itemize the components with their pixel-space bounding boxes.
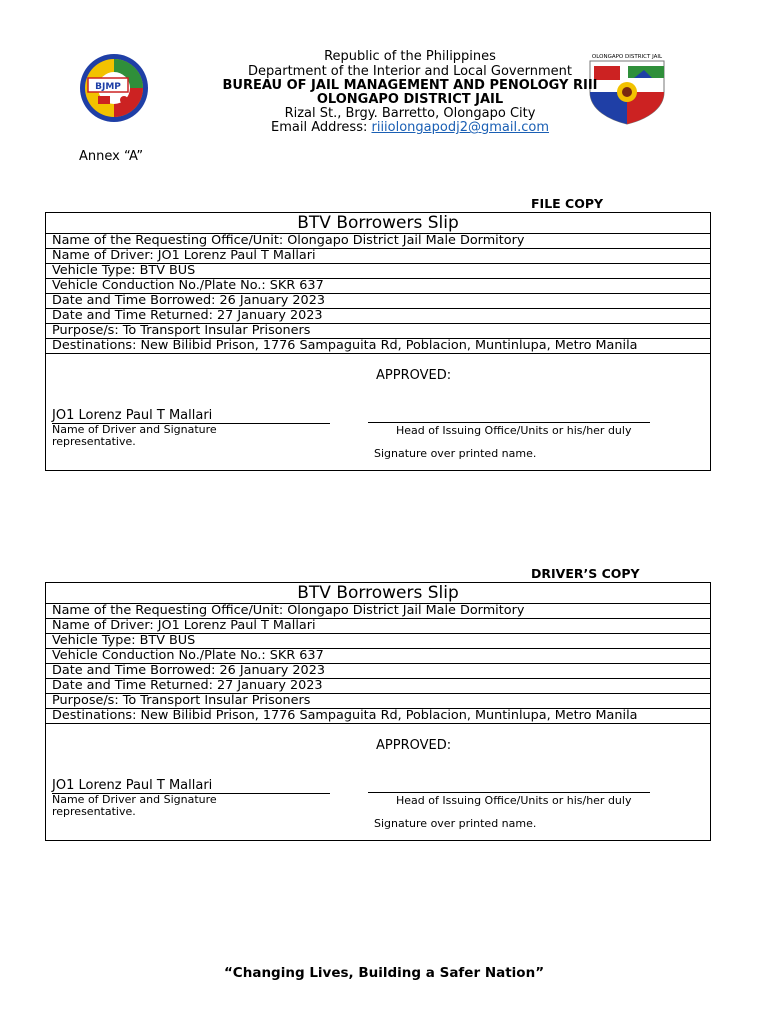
driver-signature-caption: Name of Driver and Signature representative.: [52, 793, 217, 818]
date-returned-row: Date and Time Returned: 27 January 2023: [46, 309, 710, 324]
header-department: Department of the Interior and Local Government: [248, 64, 572, 79]
file-copy-label: FILE COPY: [531, 196, 604, 211]
crest-lettering: OLONGAPO DISTRICT JAIL: [591, 54, 663, 60]
header-bureau: BUREAU OF JAIL MANAGEMENT AND PENOLOGY RIII: [222, 78, 598, 93]
vehicle-type-row: Vehicle Type: BTV BUS: [46, 634, 710, 649]
annex-label: Annex “A”: [79, 149, 144, 164]
driver-signature-name: JO1 Lorenz Paul T Mallari: [52, 779, 330, 794]
bjmp-seal-logo: [68, 52, 160, 124]
destinations-row: Destinations: New Bilibid Prison, 1776 Sampaguita Rd, Poblacion, Muntinlupa, Metro Manila: [46, 339, 710, 354]
borrowers-slip-drivers-copy: [45, 582, 711, 841]
header-republic: Republic of the Philippines: [324, 49, 496, 64]
header-address: Rizal St., Brgy. Barretto, Olongapo City: [284, 106, 536, 121]
requesting-office-row: Name of the Requesting Office/Unit: Olongapo District Jail Male Dormitory: [46, 604, 710, 619]
date-borrowed-row: Date and Time Borrowed: 26 January 2023: [46, 664, 710, 679]
bjmp-logo-lettering: BJMP: [95, 82, 121, 92]
vehicle-type-row: Vehicle Type: BTV BUS: [46, 264, 710, 279]
header-jail-name: OLONGAPO DISTRICT JAIL: [316, 92, 504, 107]
approval-section: [46, 724, 710, 840]
purpose-row: Purpose/s: To Transport Insular Prisoners: [46, 694, 710, 709]
email-link[interactable]: riiiolongapodj2@gmail.com: [371, 120, 549, 135]
borrowers-slip-file-copy: [45, 212, 711, 471]
date-returned-row: Date and Time Returned: 27 January 2023: [46, 679, 710, 694]
purpose-row: Purpose/s: To Transport Insular Prisoners: [46, 324, 710, 339]
destinations-row: Destinations: New Bilibid Prison, 1776 Sampaguita Rd, Poblacion, Muntinlupa, Metro Manila: [46, 709, 710, 724]
approval-section: [46, 354, 710, 470]
slip-title: BTV Borrowers Slip: [46, 583, 710, 604]
driver-name-row: Name of Driver: JO1 Lorenz Paul T Mallari: [46, 619, 710, 634]
approved-label: APPROVED:: [376, 738, 452, 753]
head-signature-line: [368, 422, 650, 423]
drivers-copy-label: DRIVER’S COPY: [531, 566, 640, 581]
email-label: Email Address:: [271, 120, 372, 135]
head-signature-caption: Head of Issuing Office/Units or his/her duly: [396, 794, 632, 807]
driver-name-row: Name of Driver: JO1 Lorenz Paul T Mallari: [46, 249, 710, 264]
header-email-line: [150, 121, 670, 135]
driver-signature-name: JO1 Lorenz Paul T Mallari: [52, 409, 330, 424]
footer-motto: “Changing Lives, Building a Safer Nation”: [223, 965, 545, 981]
plate-number-row: Vehicle Conduction No./Plate No.: SKR 637: [46, 279, 710, 294]
slip-title: BTV Borrowers Slip: [46, 213, 710, 234]
driver-signature-caption: Name of Driver and Signature representative.: [52, 423, 217, 448]
approved-label: APPROVED:: [376, 368, 452, 383]
plate-number-row: Vehicle Conduction No./Plate No.: SKR 637: [46, 649, 710, 664]
head-signature-line: [368, 792, 650, 793]
requesting-office-row: Name of the Requesting Office/Unit: Olongapo District Jail Male Dormitory: [46, 234, 710, 249]
head-signature-caption: Head of Issuing Office/Units or his/her duly: [396, 424, 632, 437]
signature-over-name-caption: Signature over printed name.: [374, 817, 537, 830]
signature-over-name-caption: Signature over printed name.: [374, 447, 537, 460]
date-borrowed-row: Date and Time Borrowed: 26 January 2023: [46, 294, 710, 309]
